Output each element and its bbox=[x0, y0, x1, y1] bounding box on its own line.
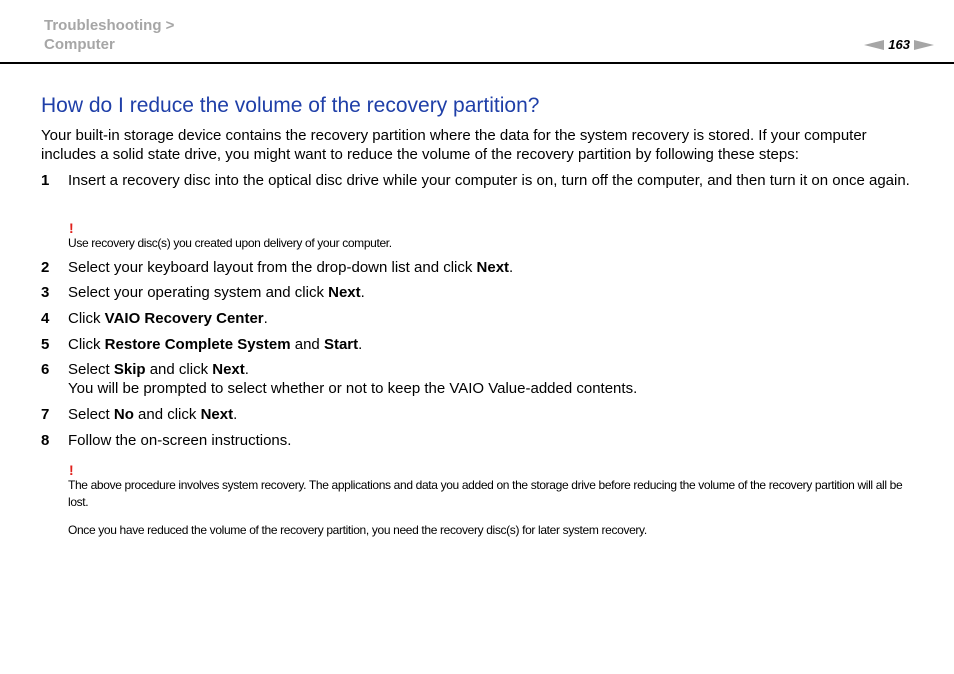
step-item bbox=[41, 431, 921, 450]
ui-term: VAIO Recovery Center bbox=[104, 310, 264, 327]
step-text: Click Restore Complete System and Start. bbox=[68, 336, 363, 353]
ui-term: Next bbox=[212, 361, 245, 378]
step-item bbox=[41, 335, 921, 354]
step-item bbox=[41, 360, 921, 398]
info-note bbox=[68, 522, 918, 539]
ui-term: Next bbox=[328, 284, 361, 301]
step-text: Click VAIO Recovery Center. bbox=[68, 310, 268, 327]
step-text: Select No and click Next. bbox=[68, 406, 238, 423]
header-divider bbox=[0, 62, 954, 64]
page-navigation bbox=[864, 37, 934, 52]
step-number: 1 bbox=[41, 172, 50, 189]
warning-icon: ! bbox=[69, 462, 74, 478]
step-item bbox=[41, 258, 921, 277]
step-subtext: You will be prompted to select whether or not to keep the VAIO Value-added contents. bbox=[68, 380, 638, 397]
ui-term: Restore Complete System bbox=[104, 336, 291, 353]
intro-paragraph: Your built-in storage device contains the recovery partition where the data for the system recovery is stored. If your computer includes a solid state drive, you might want to reduce the volume of the recovery partition by following these steps: bbox=[41, 127, 867, 163]
step-text: Insert a recovery disc into the optical disc drive while your computer is on, turn off the computer, and then turn it on once again. bbox=[68, 172, 910, 189]
ui-term: No bbox=[113, 406, 134, 423]
page-number: 163 bbox=[888, 37, 910, 52]
step-item bbox=[41, 309, 921, 328]
step-text: Select Skip and click Next. You will be prompted to select whether or not to keep the VAIO Value-added contents. bbox=[68, 361, 638, 397]
step-number: 6 bbox=[41, 361, 50, 378]
step-item bbox=[41, 171, 921, 190]
warning-note bbox=[68, 221, 918, 252]
step-item bbox=[41, 405, 921, 424]
right-arrow-icon[interactable] bbox=[914, 40, 934, 50]
step-text: Select your keyboard layout from the drop-down list and click Next. bbox=[68, 259, 514, 276]
breadcrumb-section[interactable]: Troubleshooting > bbox=[44, 17, 175, 34]
ui-term: Next bbox=[476, 259, 510, 276]
breadcrumb-page[interactable]: Computer bbox=[44, 36, 115, 53]
step-text: Select your operating system and click Next. bbox=[68, 284, 365, 301]
step-number: 3 bbox=[41, 284, 50, 301]
step-number: 4 bbox=[41, 310, 50, 327]
note-text: The above procedure involves system recovery. The applications and data you added on the storage drive before reducing the volume of the recovery partition will all be lost. bbox=[68, 478, 903, 509]
warning-note bbox=[68, 463, 918, 511]
page-title: How do I reduce the volume of the recovery partition? bbox=[41, 94, 540, 117]
left-arrow-icon[interactable] bbox=[864, 40, 884, 50]
step-text: Follow the on-screen instructions. bbox=[68, 432, 292, 449]
note-text: Use recovery disc(s) you created upon delivery of your computer. bbox=[68, 236, 392, 250]
step-number: 7 bbox=[41, 406, 50, 423]
note-text: Once you have reduced the volume of the recovery partition, you need the recovery disc(s) for later system recovery. bbox=[68, 523, 647, 537]
step-item bbox=[41, 283, 921, 302]
warning-icon: ! bbox=[69, 220, 74, 236]
step-number: 2 bbox=[41, 259, 50, 276]
breadcrumb bbox=[44, 16, 174, 54]
step-number: 8 bbox=[41, 432, 50, 449]
ui-term: Next bbox=[200, 406, 234, 423]
ui-term: Start bbox=[323, 336, 359, 353]
step-number: 5 bbox=[41, 336, 50, 353]
ui-term: Skip bbox=[113, 361, 146, 378]
